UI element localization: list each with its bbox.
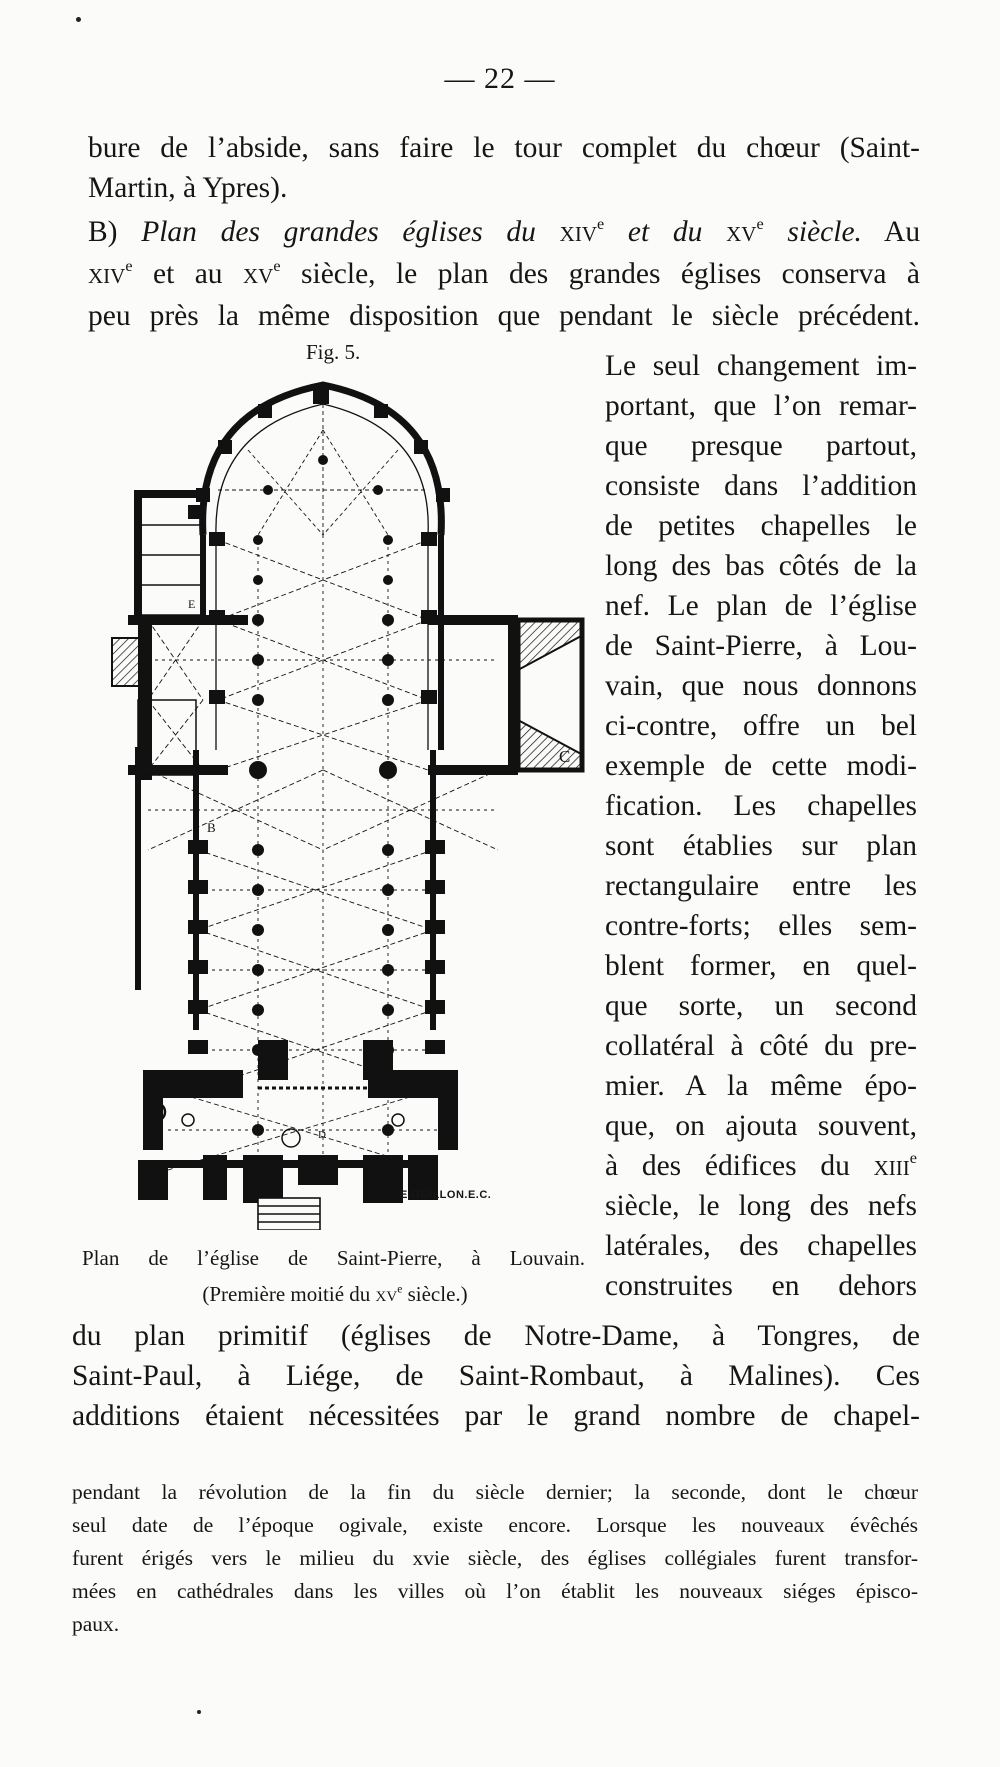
superscript: e (125, 256, 133, 275)
plan-marker-e: E (188, 597, 196, 611)
figure-caption: Plan de l’église de Saint-Pierre, à Louvain. (82, 1246, 585, 1270)
side-line: que, on ajouta souvent, (605, 1110, 917, 1142)
heading-sup-a: e (596, 214, 605, 233)
side-line: portant, que l’on remar- (605, 390, 917, 422)
body-text: siècle, le plan des grandes églises conserva à (301, 258, 921, 290)
superscript: e (273, 256, 281, 275)
footnote-line: paux. (72, 1612, 120, 1636)
side-line: consiste dans l’addition (605, 470, 917, 502)
side-line: que presque partout, (605, 430, 917, 462)
engraver-signature: E.GUILLON.E.C. (400, 1189, 492, 1201)
superscript: e (397, 1283, 403, 1296)
church-floor-plan (108, 370, 598, 1230)
roman-numeral: xiv (88, 258, 126, 290)
heading-tail: Au (884, 216, 921, 248)
side-line (605, 1146, 917, 1186)
footnote-line: mées en cathédrales dans les villes où l’on établit les nouveaux siéges épisco- (72, 1579, 918, 1603)
print-speck (197, 1710, 201, 1714)
roman-numeral: xv (243, 258, 274, 290)
body-line (88, 254, 920, 294)
side-line: vain, que nous donnons (605, 670, 917, 702)
roman-numeral: xv (375, 1282, 398, 1306)
heading-title-a: Plan des grandes églises du (141, 216, 536, 248)
side-line: de petites chapelles le (605, 510, 917, 542)
side-line: nef. Le plan de l’église (605, 590, 917, 622)
transept (112, 615, 583, 780)
roman-numeral: xiii (873, 1150, 910, 1182)
footnote-line: pendant la révolution de la fin du siècle dernier; la seconde, dont le chœur (72, 1480, 918, 1504)
plan-marker-b: B (207, 820, 216, 835)
side-line: ci-contre, offre un bel (605, 710, 917, 742)
page-number: — 22 — (444, 62, 556, 95)
body-line: Martin, à Ypres). (88, 172, 288, 204)
side-line: que sorte, un second (605, 990, 917, 1022)
side-line: fication. Les chapelles (605, 790, 917, 822)
heading-prefix: B) (88, 216, 118, 248)
body-text: et au (152, 258, 223, 290)
side-line: contre-forts; elles sem- (605, 910, 917, 942)
side-line: exemple de cette modi- (605, 750, 917, 782)
superscript: e (909, 1148, 917, 1167)
side-line: collatéral à côté du pre- (605, 1030, 917, 1062)
side-line: siècle, le long des nefs (605, 1190, 917, 1222)
side-line: construites en dehors (605, 1270, 917, 1302)
body-line: bure de l’abside, sans faire le tour complet du chœur (Saint- (88, 132, 920, 164)
heading-title-b: et du (627, 216, 703, 248)
side-line: latérales, des chapelles (605, 1230, 917, 1262)
side-line: de Saint-Pierre, à Lou- (605, 630, 917, 662)
heading-roman-a: xiv (559, 216, 597, 248)
figure-caption-date (150, 1282, 520, 1307)
side-line: rectangulaire entre les (605, 870, 917, 902)
side-line: mier. A la même épo- (605, 1070, 917, 1102)
plan-marker-c: C (559, 747, 571, 766)
caption-text: (Première moitié du (202, 1282, 371, 1306)
heading-sup-b: e (756, 214, 764, 233)
footnote-line: seul date de l’époque ogivale, existe encore. Lorsque les nouveaux évêchés (72, 1513, 918, 1537)
caption-text: siècle.) (407, 1282, 468, 1306)
side-line: sont établies sur plan (605, 830, 917, 862)
heading-roman-b: xv (726, 216, 757, 248)
footnote-line: furent érigés vers le milieu du xvie siècle, des églises collégiales furent transfor- (72, 1546, 918, 1570)
body-line: du plan primitif (églises de Notre-Dame, à Tongres, de (72, 1320, 920, 1352)
figure-label: Fig. 5. (306, 340, 361, 364)
body-line: additions étaient nécessitées par le grand nombre de chapel- (72, 1400, 920, 1432)
section-heading (88, 212, 920, 252)
side-text: à des édifices du (605, 1150, 850, 1182)
print-speck (76, 17, 81, 22)
porch-steps (258, 1198, 320, 1230)
body-line: peu près la même disposition que pendant le siècle précédent. (88, 300, 920, 332)
facade (138, 1040, 458, 1203)
side-line: long des bas côtés de la (605, 550, 917, 582)
heading-title-c: siècle. (787, 216, 862, 248)
outer-walls (138, 535, 441, 1030)
plan-marker-d: D (318, 1129, 326, 1141)
side-line: Le seul changement im- (605, 350, 917, 382)
side-line: blent former, en quel- (605, 950, 917, 982)
body-line: Saint-Paul, à Liége, de Saint-Rombaut, à Malines). Ces (72, 1360, 920, 1392)
